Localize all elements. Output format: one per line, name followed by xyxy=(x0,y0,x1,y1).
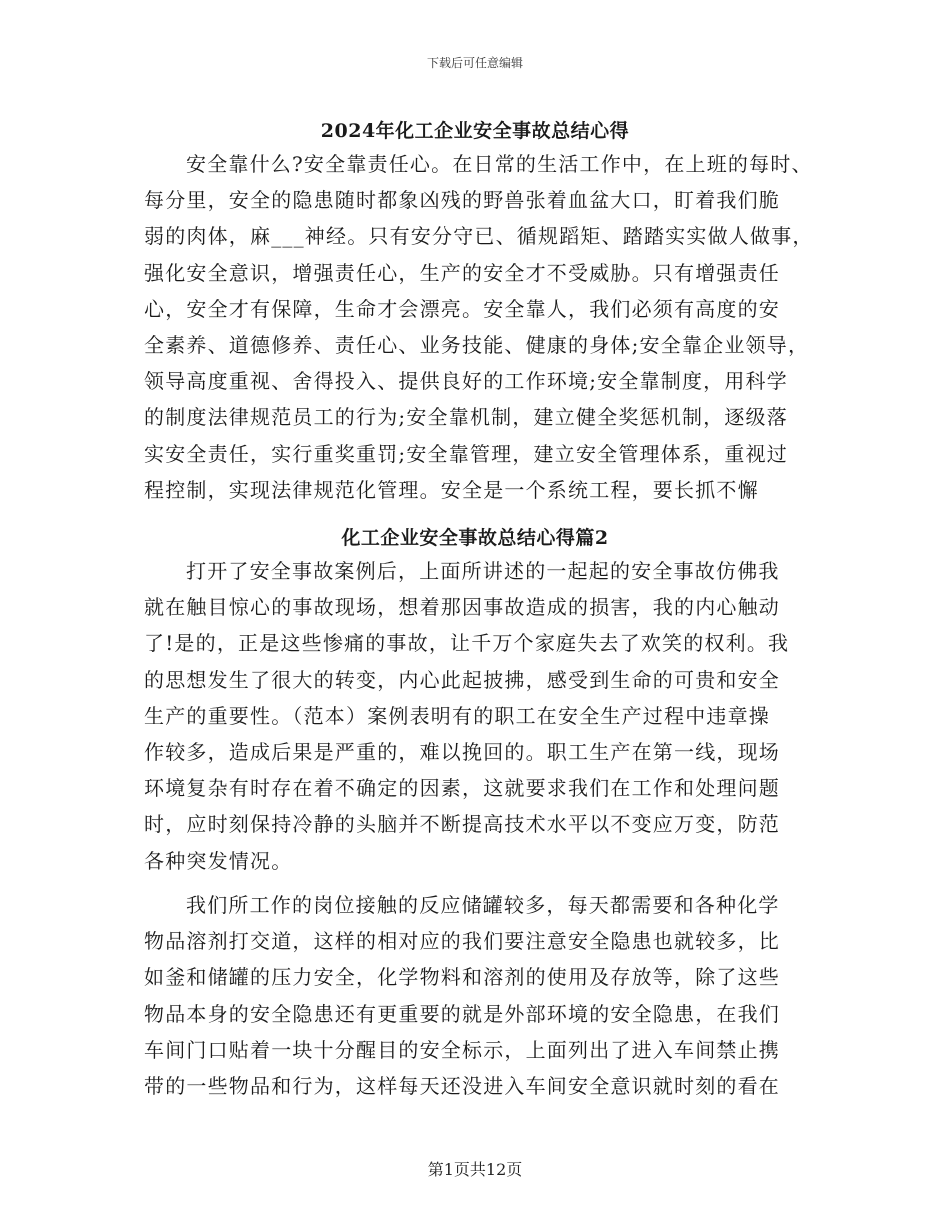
paragraph-1 xyxy=(144,146,834,508)
paragraph-line: 每分里，安全的隐患随时都象凶残的野兽张着血盆大口，盯着我们脆 xyxy=(144,188,780,213)
paragraph-line: 物品本身的安全隐患还有更重要的就是外部环境的安全隐患，在我们 xyxy=(144,1001,780,1026)
paragraph-line: 弱的肉体，麻___神经。只有安分守已、循规蹈矩、踏踏实实做人做事， xyxy=(144,224,814,249)
paragraph-line: 领导高度重视、舍得投入、提供良好的工作环境;安全靠制度，用科学 xyxy=(144,369,788,394)
paragraph-line: 心，安全才有保障，生命才会漂亮。安全靠人，我们必须有高度的安 xyxy=(144,296,780,321)
paragraph-line: 时，应时刻保持冷静的头脑并不断提高技术水平以不变应万变，防范 xyxy=(144,812,780,837)
paragraph-line: 了!是的，正是这些惨痛的事故，让千万个家庭失去了欢笑的权利。我 xyxy=(144,631,790,656)
header-note: 下载后可任意编辑 xyxy=(426,56,523,70)
paragraph-line: 的思想发生了很大的转变，内心此起披拂，感受到生命的可贵和安全 xyxy=(144,667,780,692)
paragraph-line: 安全靠什么?安全靠责任心。在日常的生活工作中，在上班的每时、 xyxy=(186,152,813,176)
page-indicator: 第1页共12页 xyxy=(427,1160,523,1179)
paragraph-line: 的制度法律规范员工的行为;安全靠机制，建立健全奖惩机制，逐级落 xyxy=(144,405,788,430)
paragraph-line: 实安全责任，实行重奖重罚;安全靠管理，建立安全管理体系，重视过 xyxy=(144,441,788,466)
paragraph-2 xyxy=(144,553,834,879)
paragraph-line: 生产的重要性。（范本）案例表明有的职工在安全生产过程中违章操 xyxy=(144,703,770,728)
paragraph-line: 全素养、道德修养、责任心、业务技能、健康的身体;安全靠企业领导， xyxy=(144,332,810,357)
paragraph-line: 就在触目惊心的事故现场，想着那因事故造成的损害，我的内心触动 xyxy=(144,595,780,620)
paragraph-line: 车间门口贴着一块十分醒目的安全标示，上面列出了进入车间禁止携 xyxy=(144,1037,780,1062)
paragraph-line: 我们所工作的岗位接触的反应储罐较多，每天都需要和各种化学 xyxy=(186,893,780,917)
paragraph-line: 作较多，造成后果是严重的，难以挽回的。职工生产在第一线，现场 xyxy=(144,739,780,764)
paragraph-line: 打开了安全事故案例后，上面所讲述的一起起的安全事故仿佛我 xyxy=(186,559,780,583)
paragraph-line: 物品溶剂打交道，这样的相对应的我们要注意安全隐患也就较多，比 xyxy=(144,929,780,954)
paragraph-line: 环境复杂有时存在着不确定的因素，这就要求我们在工作和处理问题 xyxy=(144,776,780,801)
paragraph-line: 强化安全意识，增强责任心，生产的安全才不受威胁。只有增强责任 xyxy=(144,260,780,285)
paragraph-line: 程控制，实现法律规范化管理。安全是一个系统工程，要长抓不懈 xyxy=(144,477,759,502)
document-title: 2024年化工企业安全事故总结心得 xyxy=(320,120,630,142)
paragraph-line: 如釜和储罐的压力安全，化学物料和溶剂的使用及存放等，除了这些 xyxy=(144,965,780,990)
paragraph-line: 各种突发情况。 xyxy=(144,848,293,873)
paragraph-3 xyxy=(144,887,834,1104)
paragraph-line: 带的一些物品和行为，这样每天还没进入车间安全意识就时刻的看在 xyxy=(144,1073,780,1098)
section-title: 化工企业安全事故总结心得篇2 xyxy=(341,527,609,549)
